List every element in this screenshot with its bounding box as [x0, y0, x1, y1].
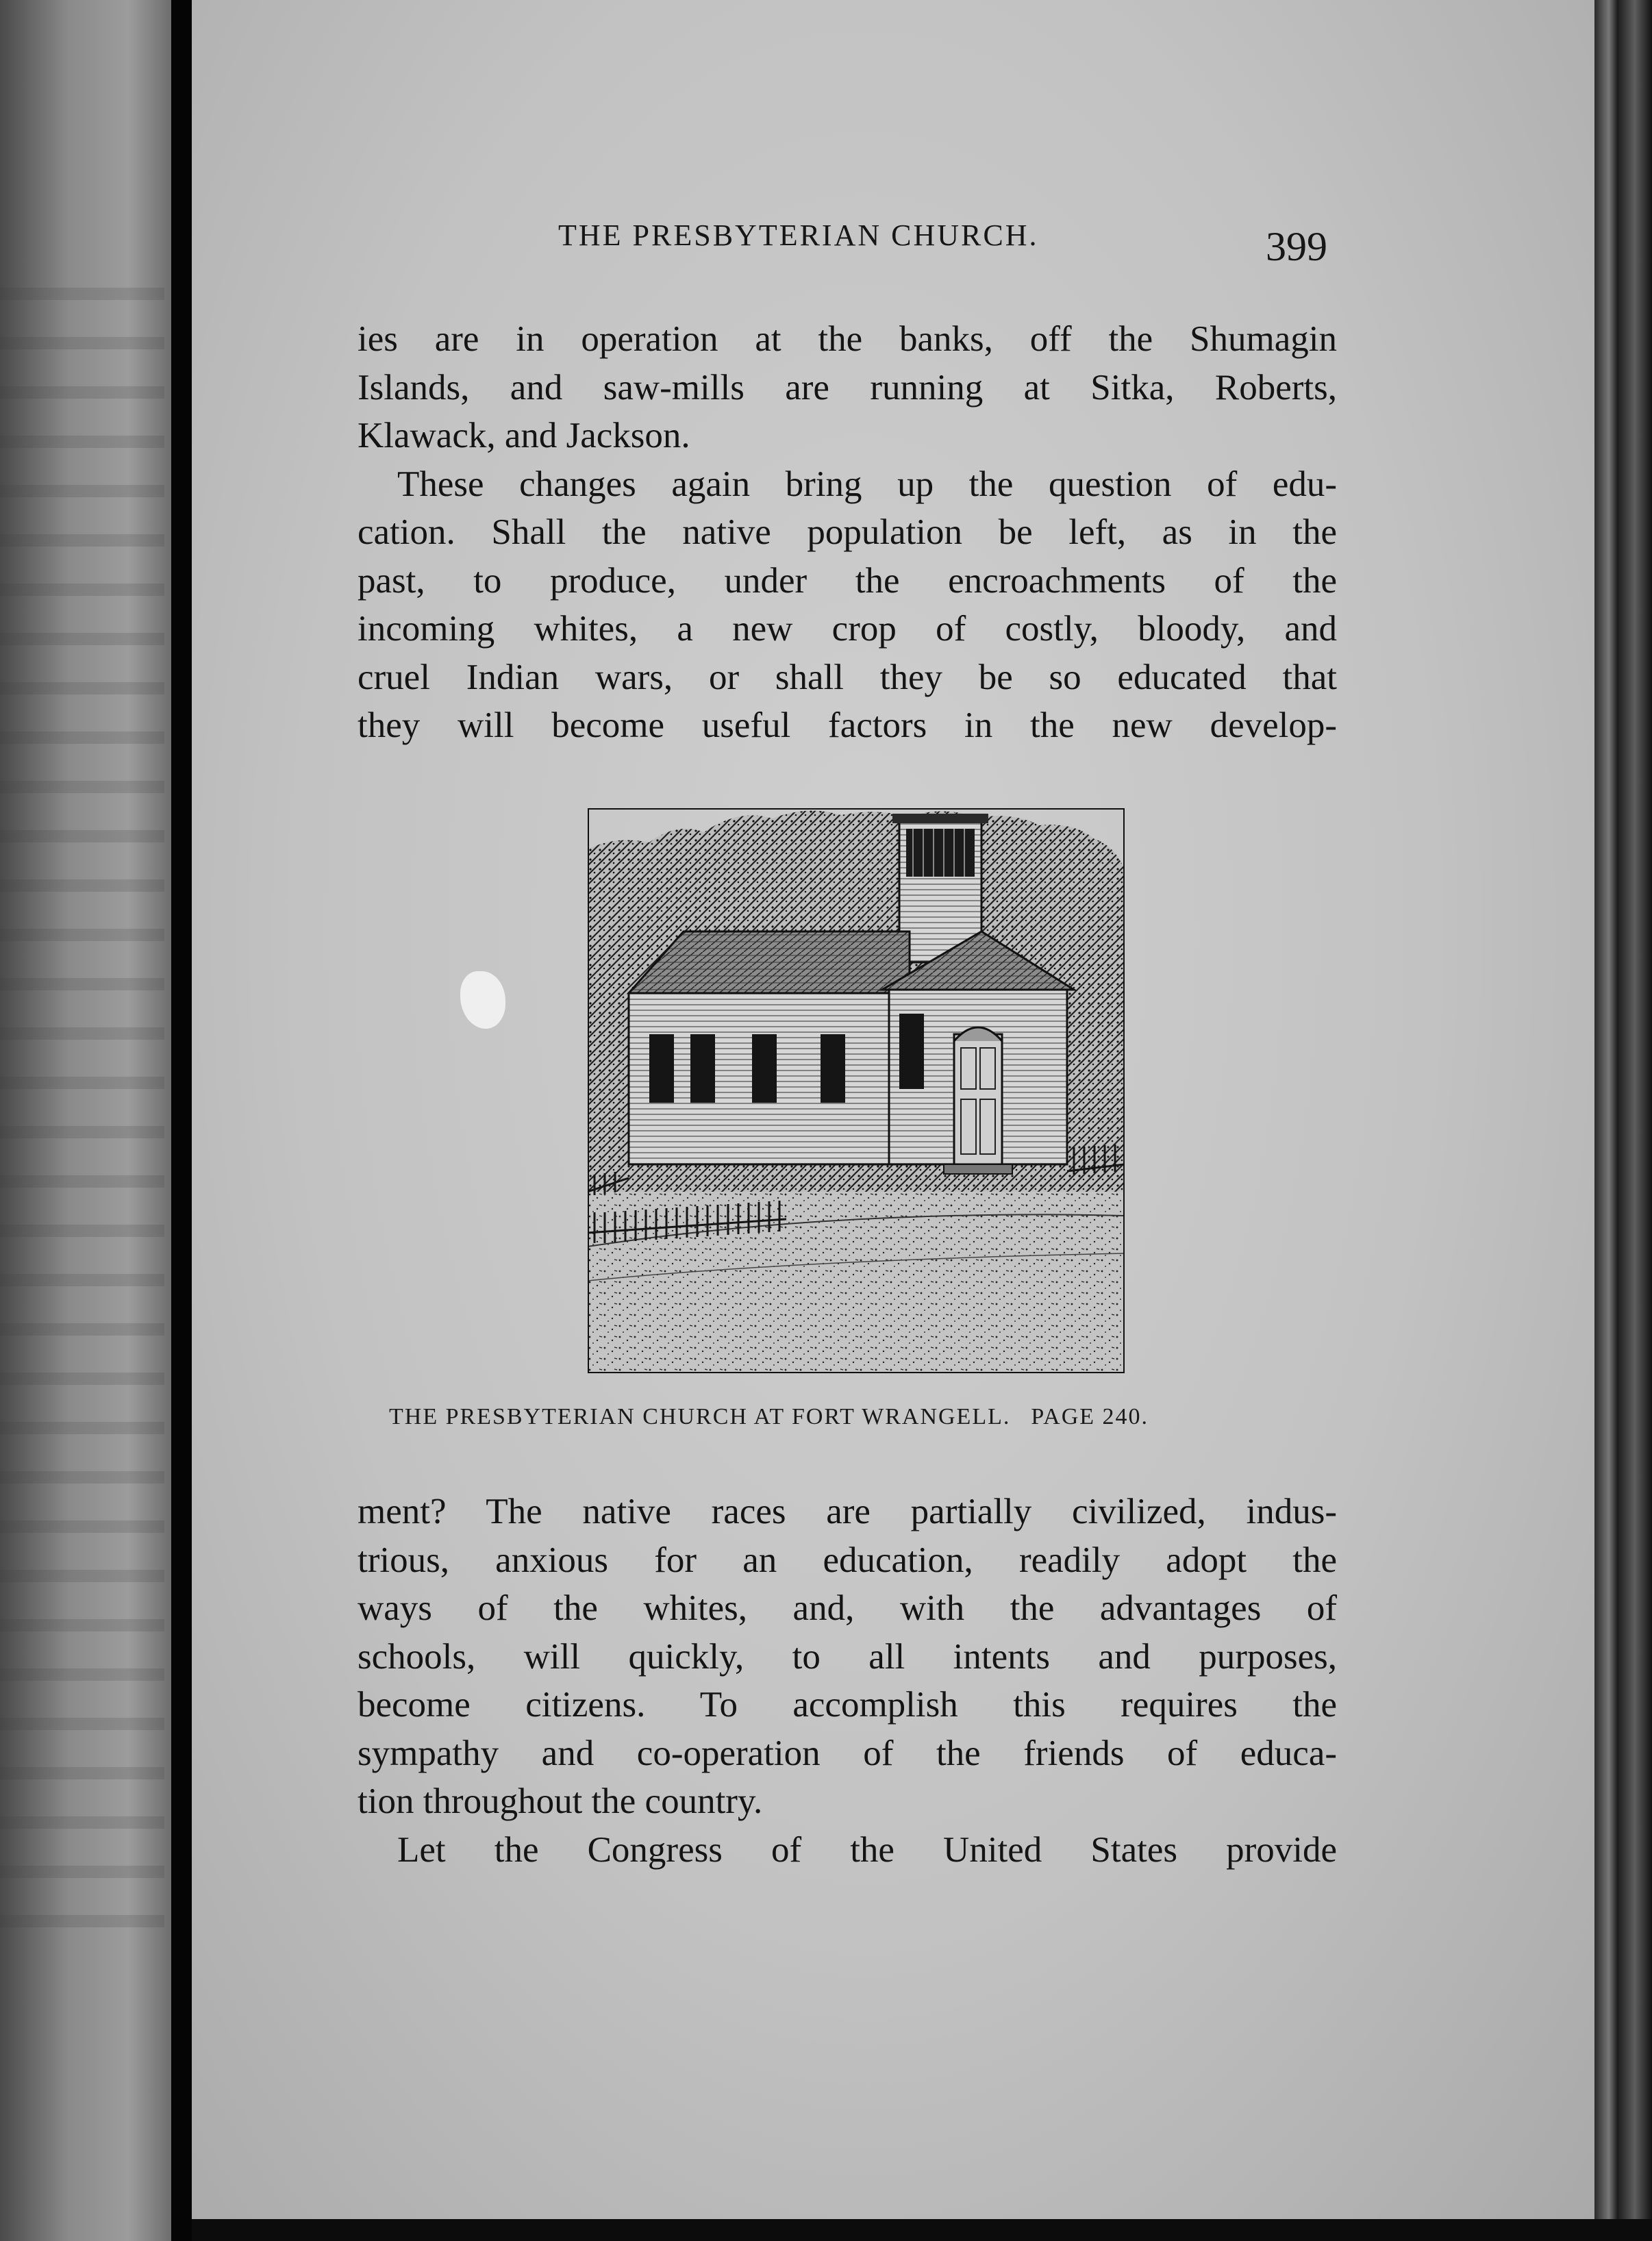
bleed-through-text: [0, 288, 164, 1931]
text-line: incoming whites, a new crop of costly, bloody, and: [358, 609, 1337, 649]
text-line: cruel Indian wars, or shall they be so educated that: [358, 657, 1337, 697]
text-line: ways of the whites, and, with the advantages of: [358, 1588, 1337, 1628]
text-line: Let the Congress of the United States provide: [397, 1829, 1337, 1870]
caption-page-reference: PAGE 240.: [1031, 1404, 1149, 1429]
text-line: they will become useful factors in the new develop-: [358, 705, 1337, 745]
text-line: ies are in operation at the banks, off the Shumagin: [358, 319, 1337, 359]
adjacent-page-edge: [0, 0, 171, 2241]
text-line: tion throughout the country.: [358, 1781, 763, 1821]
page-number: 399: [1266, 224, 1327, 269]
text-line: cation. Shall the native population be left, as in the: [358, 512, 1337, 552]
church-engraving: [588, 808, 1125, 1373]
body-text-bottom: [358, 1488, 1337, 1874]
text-line: past, to produce, under the encroachments of the: [358, 560, 1337, 601]
book-gutter: [171, 0, 192, 2241]
text-line: sympathy and co-operation of the friends of educa-: [358, 1733, 1337, 1773]
running-head: THE PRESBYTERIAN CHURCH.: [558, 218, 1039, 252]
body-text-top: [358, 315, 1337, 750]
text-line: Klawack, and Jackson.: [358, 416, 690, 455]
figure-caption: [389, 1404, 1149, 1430]
text-line: schools, will quickly, to all intents and purposes,: [358, 1636, 1337, 1677]
text-line: These changes again bring up the question of edu-: [397, 464, 1337, 504]
scan-border: [192, 2219, 1652, 2241]
text-line: Islands, and saw-mills are running at Sitka, Roberts,: [358, 367, 1337, 408]
page-stack-edge: [1594, 0, 1652, 2241]
text-line: become citizens. To accomplish this requires the: [358, 1685, 1337, 1725]
text-line: ment? The native races are partially civilized, indus-: [358, 1492, 1337, 1531]
text-line: trious, anxious for an education, readily adopt the: [358, 1540, 1337, 1580]
caption-title: THE PRESBYTERIAN CHURCH AT FORT WRANGELL.: [389, 1404, 1011, 1429]
